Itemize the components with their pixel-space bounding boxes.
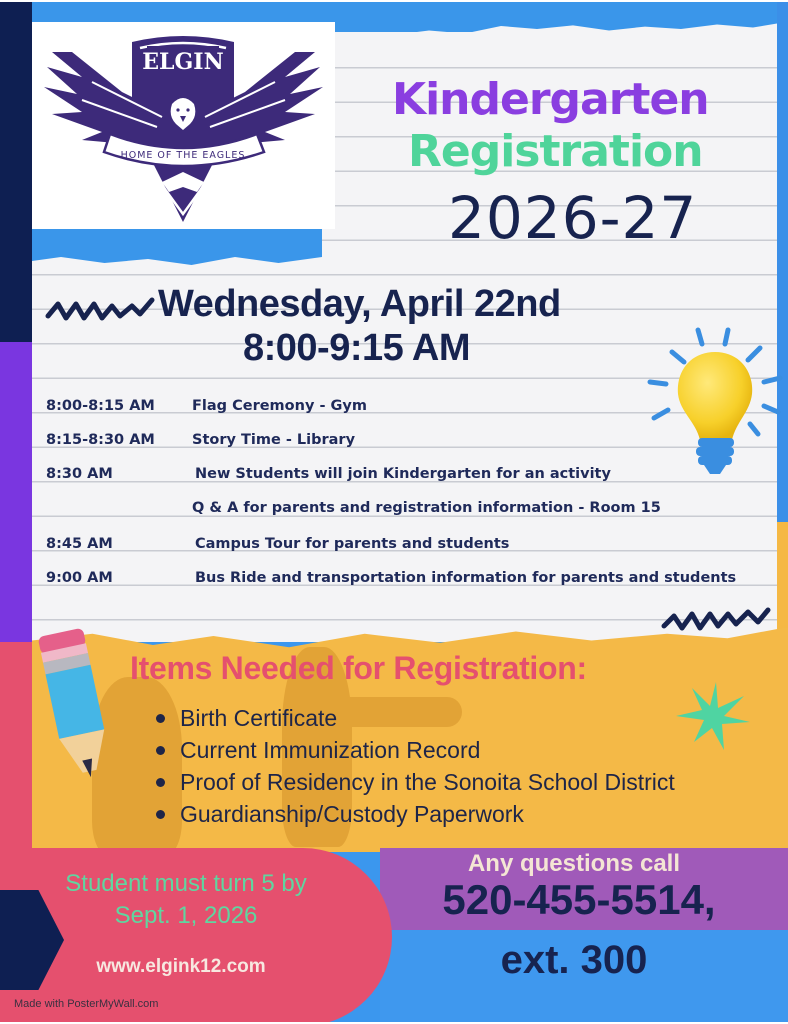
star-icon [672,680,752,752]
schedule-activity: Campus Tour for parents and students [195,536,510,552]
contact-phone: 520-455-5514, [442,876,716,923]
poster-credit: Made with PosterMyWall.com [14,998,159,1010]
svg-text:ELGIN: ELGIN [142,49,224,75]
schedule-time: 8:30 AM [46,466,113,482]
bullet-icon [156,778,165,787]
title-school-year: 2026-27 [448,184,698,252]
schedule-time: 8:00-8:15 AM [46,398,155,414]
event-time: 8:00-9:15 AM [243,327,471,369]
left-strip-purple [0,342,32,642]
lightbulb-icon [640,312,785,482]
list-item: Guardianship/Custody Paperwork [156,798,675,830]
eligibility-text: Student must turn 5 by Sept. 1, 2026 [65,870,307,929]
items-needed-list [156,702,675,830]
schedule-activity: Bus Ride and transportation information for parents and students [195,570,737,586]
schedule-time: 8:15-8:30 AM [46,432,155,448]
bullet-icon [156,746,165,755]
contact-extension: ext. 300 [500,938,648,982]
schedule-time: 9:00 AM [46,570,113,586]
list-item: Proof of Residency in the Sonoita School District [156,766,675,798]
contact-label: Any questions call [467,850,681,877]
title-registration: Registration [408,126,703,177]
bullet-icon [156,810,165,819]
pencil-icon [34,622,124,782]
schedule-activity: New Students will join Kindergarten for an activity [195,466,611,482]
schedule-activity: Q & A for parents and registration information - Room 15 [192,500,661,516]
svg-text:HOME OF THE EAGLES: HOME OF THE EAGLES [120,150,246,161]
right-edge-yellow [777,522,788,642]
title-kindergarten: Kindergarten [392,74,709,125]
items-needed-title: Items Needed for Registration: [130,650,587,686]
schedule-time: 8:45 AM [46,536,113,552]
event-date: Wednesday, April 22nd [158,283,561,325]
schedule-activity: Flag Ceremony - Gym [192,398,367,414]
list-item: Current Immunization Record [156,734,675,766]
squiggle-icon [44,294,156,324]
list-item: Birth Certificate [156,702,675,734]
eagle-crest-icon [32,22,335,229]
squiggle-icon [660,606,772,634]
schedule-activity: Story Time - Library [192,432,356,448]
bullet-icon [156,714,165,723]
school-logo [32,22,335,229]
left-strip-navy [0,2,32,342]
website-link[interactable]: www.elgink12.com [96,956,266,977]
registration-flyer [0,2,788,1022]
